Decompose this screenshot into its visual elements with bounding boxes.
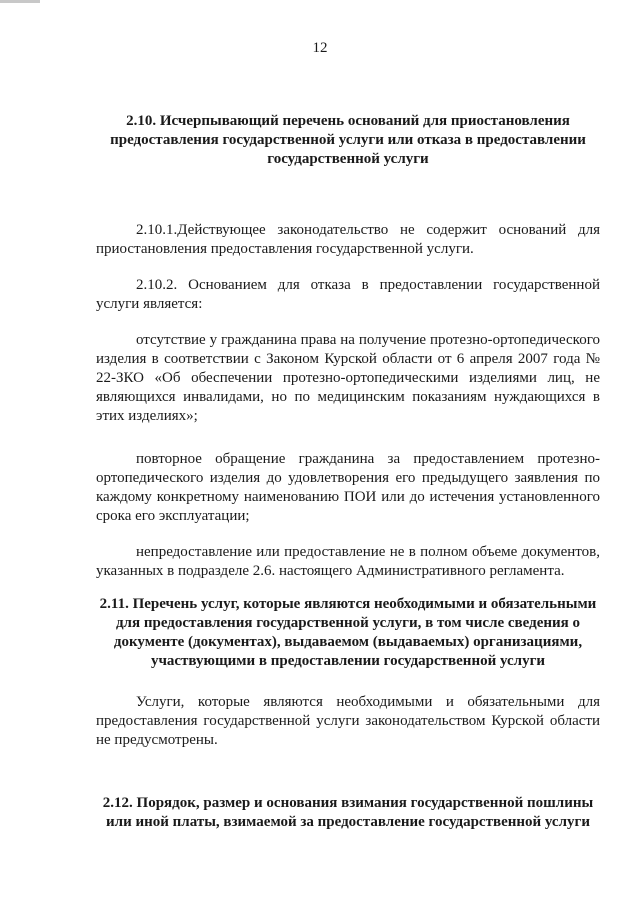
- scan-corner-mark: [0, 0, 40, 3]
- refusal-ground-item: повторное обращение гражданина за предоставлением протезно-ортопедического изделия до удовлетворения его предыдущего заявления по каждому конкретному наименованию ПОИ или до истечения установленного срока его эксплуатации;: [96, 451, 600, 524]
- document-body: [96, 112, 600, 832]
- paragraph-2-10-2: 2.10.2. Основанием для отказа в предоставлении государственной услуги является:: [96, 277, 600, 312]
- section-2-12-heading: 2.12. Порядок, размер и основания взимания государственной пошлины или иной платы, взимаемой за предоставление государственной услуги: [102, 795, 594, 830]
- page-number: 12: [312, 40, 328, 56]
- refusal-ground-item: непредоставление или предоставление не в полном объеме документов, указанных в подразделе 2.6. настоящего Административного регламента.: [96, 544, 600, 579]
- refusal-ground-item: отсутствие у гражданина права на получение протезно-ортопедического изделия в соответствии с Законом Курской области от 6 апреля 2007 года № 22-ЗКО «Об обеспечении протезно-ортопедическими изделиями лиц, не являющихся инвалидами, но по медицинским показаниям нуждающихся в этих изделиях»;: [96, 332, 600, 424]
- section-2-11-heading: 2.11. Перечень услуг, которые являются необходимыми и обязательными для предоставления государственной услуги, в том числе сведения о документе (документах), выдаваемом (выдаваемых) организациями, участвующими в предоставлении государственной услуги: [99, 596, 597, 669]
- paragraph-2-10-1: 2.10.1.Действующее законодательство не содержит оснований для приостановления предоставления государственной услуги.: [96, 222, 600, 257]
- section-2-10-heading: 2.10. Исчерпывающий перечень оснований для приостановления предоставления государственной услуги или отказа в предоставлении государственной услуги: [110, 113, 586, 167]
- paragraph-2-11: Услуги, которые являются необходимыми и обязательными для предоставления государственной услуги законодательством Курской области не предусмотрены.: [96, 694, 600, 748]
